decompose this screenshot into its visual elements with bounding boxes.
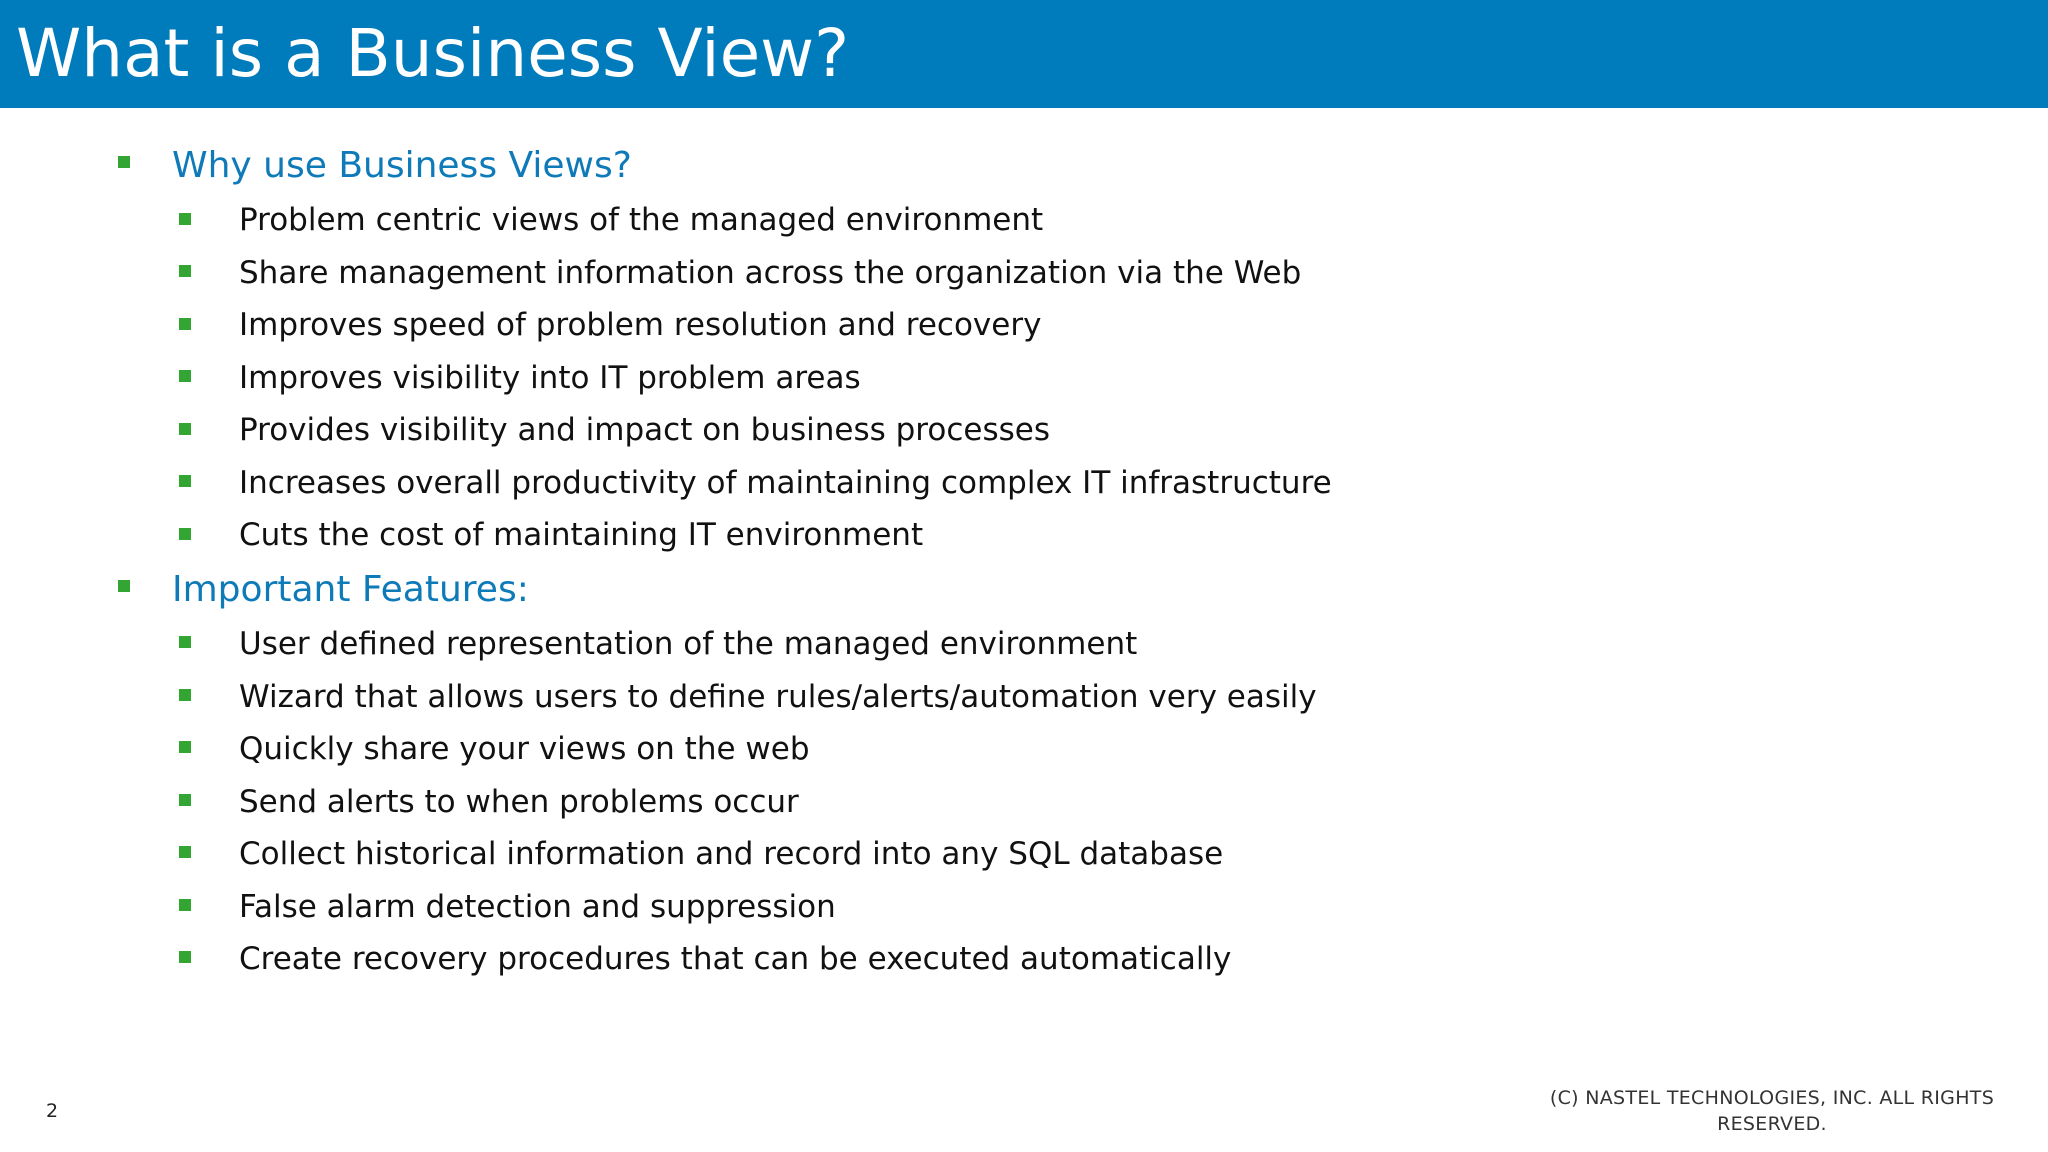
list-item: Collect historical information and record into any SQL database (239, 836, 1224, 872)
page-number: 2 (46, 1100, 59, 1122)
slide-title: What is a Business View? (16, 15, 850, 92)
bullet-square-icon (118, 156, 130, 168)
bullet-square-icon (179, 846, 191, 858)
bullet-square-icon (179, 370, 191, 382)
list-item: Create recovery procedures that can be executed automatically (239, 941, 1232, 977)
section-heading: Important Features: (172, 569, 529, 610)
list-item: Share management information across the organization via the Web (239, 255, 1302, 291)
bullet-square-icon (179, 794, 191, 806)
bullet-square-icon (118, 580, 130, 592)
list-item: Increases overall productivity of maintaining complex IT infrastructure (239, 465, 1332, 501)
bullet-square-icon (179, 423, 191, 435)
copyright-line: RESERVED. (1717, 1113, 1827, 1135)
bullet-square-icon (179, 689, 191, 701)
bullet-square-icon (179, 213, 191, 225)
bullet-square-icon (179, 318, 191, 330)
list-item: False alarm detection and suppression (239, 889, 836, 925)
list-item: Wizard that allows users to define rules/alerts/automation very easily (239, 679, 1317, 715)
bullet-square-icon (179, 951, 191, 963)
title-bar (0, 0, 2048, 108)
copyright-notice (1532, 1085, 2012, 1137)
bullet-square-icon (179, 475, 191, 487)
list-item: Cuts the cost of maintaining IT environment (239, 517, 924, 553)
bullet-square-icon (179, 265, 191, 277)
copyright-line: (C) NASTEL TECHNOLOGIES, INC. ALL RIGHTS (1549, 1087, 1995, 1109)
list-item: User defined representation of the managed environment (239, 626, 1138, 662)
list-item: Send alerts to when problems occur (239, 784, 799, 820)
bullet-square-icon (179, 528, 191, 540)
list-item: Quickly share your views on the web (239, 731, 810, 767)
bullet-square-icon (179, 741, 191, 753)
bullet-square-icon (179, 899, 191, 911)
section-heading: Why use Business Views? (172, 145, 632, 186)
bullet-square-icon (179, 636, 191, 648)
list-item: Provides visibility and impact on business processes (239, 412, 1050, 448)
list-item: Improves visibility into IT problem areas (239, 360, 861, 396)
list-item: Problem centric views of the managed environment (239, 202, 1044, 238)
list-item: Improves speed of problem resolution and recovery (239, 307, 1042, 343)
